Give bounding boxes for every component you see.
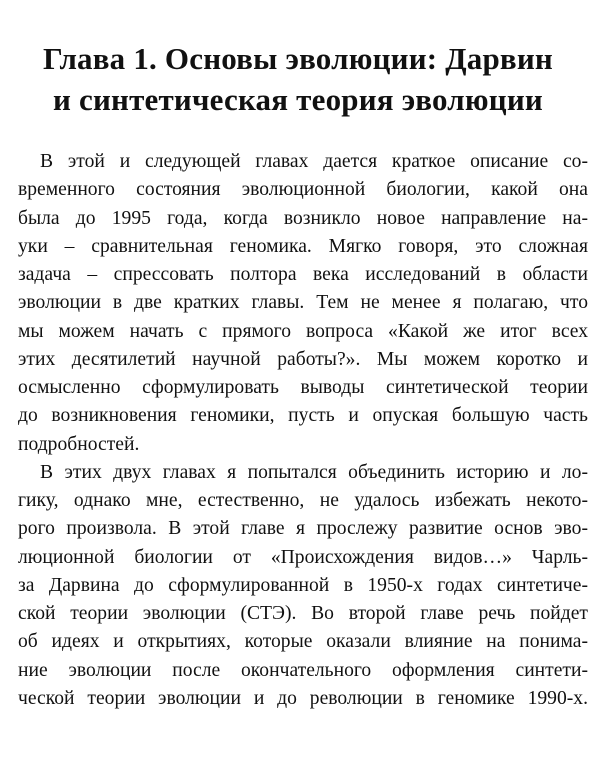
text-line: подробностей.: [18, 433, 140, 455]
text-line: за Дарвина до сформулированной в 1950-х годах синтетиче-: [18, 574, 588, 596]
text-line: задача – спрессовать полтора века исследований в области: [18, 264, 588, 285]
text-line: эволюции в две кратких главы. Тем не менее я полагаю, что: [18, 292, 588, 314]
text-line: была до 1995 года, когда возникло новое направление на-: [18, 207, 588, 229]
chapter-body: [18, 148, 588, 713]
text-line: рого произвола. В этой главе я прослежу развитие основ эво-: [18, 518, 588, 540]
text-line: ской теории эволюции (СТЭ). Во второй главе речь пойдет: [18, 603, 588, 624]
paragraph-1: [18, 148, 588, 459]
text-line: этих десятилетий научной работы?». Мы можем коротко и: [18, 348, 588, 370]
text-line: люционной биологии от «Происхождения видов…» Чарль-: [18, 546, 588, 568]
chapter-title-line: Глава 1. Основы эволюции: Дарвин: [43, 41, 553, 76]
text-line: В этой и следующей главах дается краткое описание со-: [40, 151, 588, 172]
text-line: гику, однако мне, естественно, не удалось избежать некото-: [18, 490, 588, 511]
text-line: до возникновения геномики, пусть и опуская большую часть: [18, 405, 588, 427]
text-line: об идеях и открытиях, которые оказали влияние на понима-: [18, 631, 588, 653]
paragraph-2: [18, 459, 588, 713]
text-line: ческой теории эволюции и до революции в геномике 1990-х.: [18, 687, 588, 709]
chapter-title: [0, 38, 596, 120]
text-line: мы можем начать с прямого вопроса «Какой же итог всех: [18, 320, 588, 342]
text-line: ние эволюции после окончательного оформления синтети-: [18, 659, 588, 681]
chapter-title-line: и синтетическая теория эволюции: [53, 82, 543, 117]
text-line: В этих двух главах я попытался объединить историю и ло-: [40, 461, 588, 483]
text-line: осмысленно сформулировать выводы синтетической теории: [18, 377, 588, 398]
text-line: уки – сравнительная геномика. Мягко говоря, это сложная: [18, 235, 588, 257]
text-line: временного состояния эволюционной биологии, какой она: [18, 179, 588, 201]
